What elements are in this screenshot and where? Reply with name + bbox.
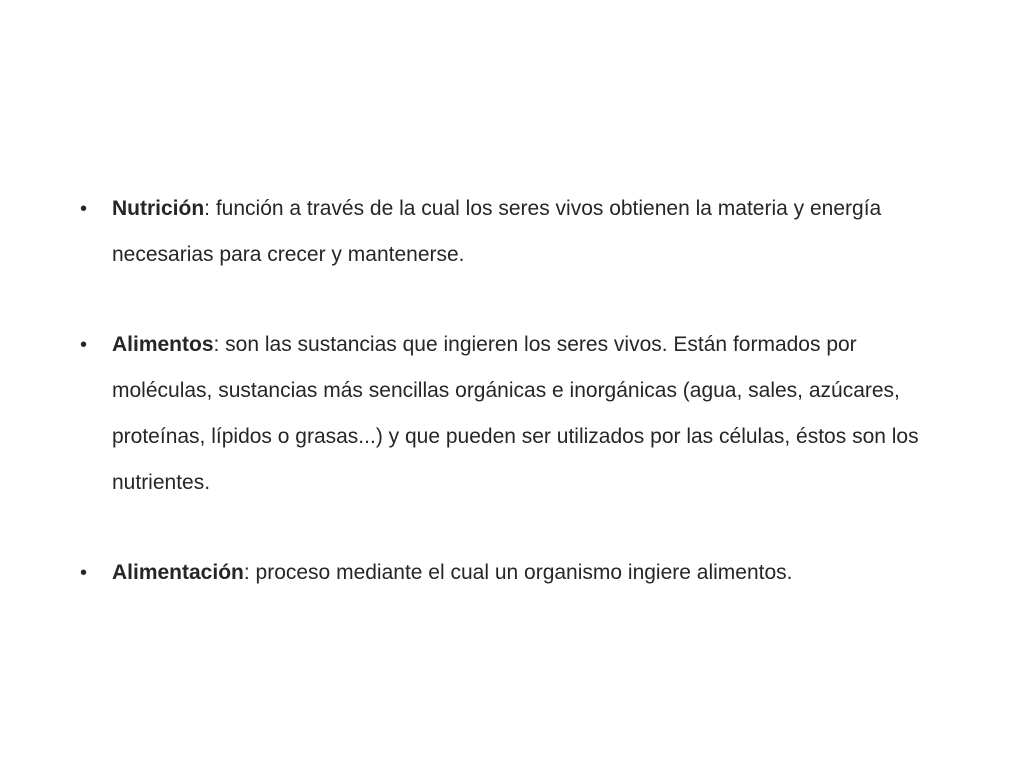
definition-list xyxy=(80,186,950,596)
term-alimentacion: Alimentación xyxy=(112,561,244,584)
list-item-alimentos xyxy=(80,322,950,506)
list-item-alimentacion xyxy=(80,550,950,596)
term-alimentos: Alimentos xyxy=(112,333,214,356)
definition-alimentos: : son las sustancias que ingieren los seres vivos. Están formados por moléculas, sustancias más sencillas orgánicas e inorgánicas (agua, sales, azúcares, proteínas, lípidos o grasas...) y que pueden ser utilizados por las células, éstos son los nutrientes. xyxy=(112,333,919,494)
definition-nutricion: : función a través de la cual los seres vivos obtienen la materia y energía necesarias para crecer y mantenerse. xyxy=(112,197,882,266)
bullet-icon: • xyxy=(80,198,88,220)
bullet-icon: • xyxy=(80,334,88,356)
term-nutricion: Nutrición xyxy=(112,197,205,220)
list-item-nutricion xyxy=(80,186,950,278)
bullet-icon: • xyxy=(80,562,88,584)
definition-alimentacion: : proceso mediante el cual un organismo ingiere alimentos. xyxy=(243,561,793,584)
